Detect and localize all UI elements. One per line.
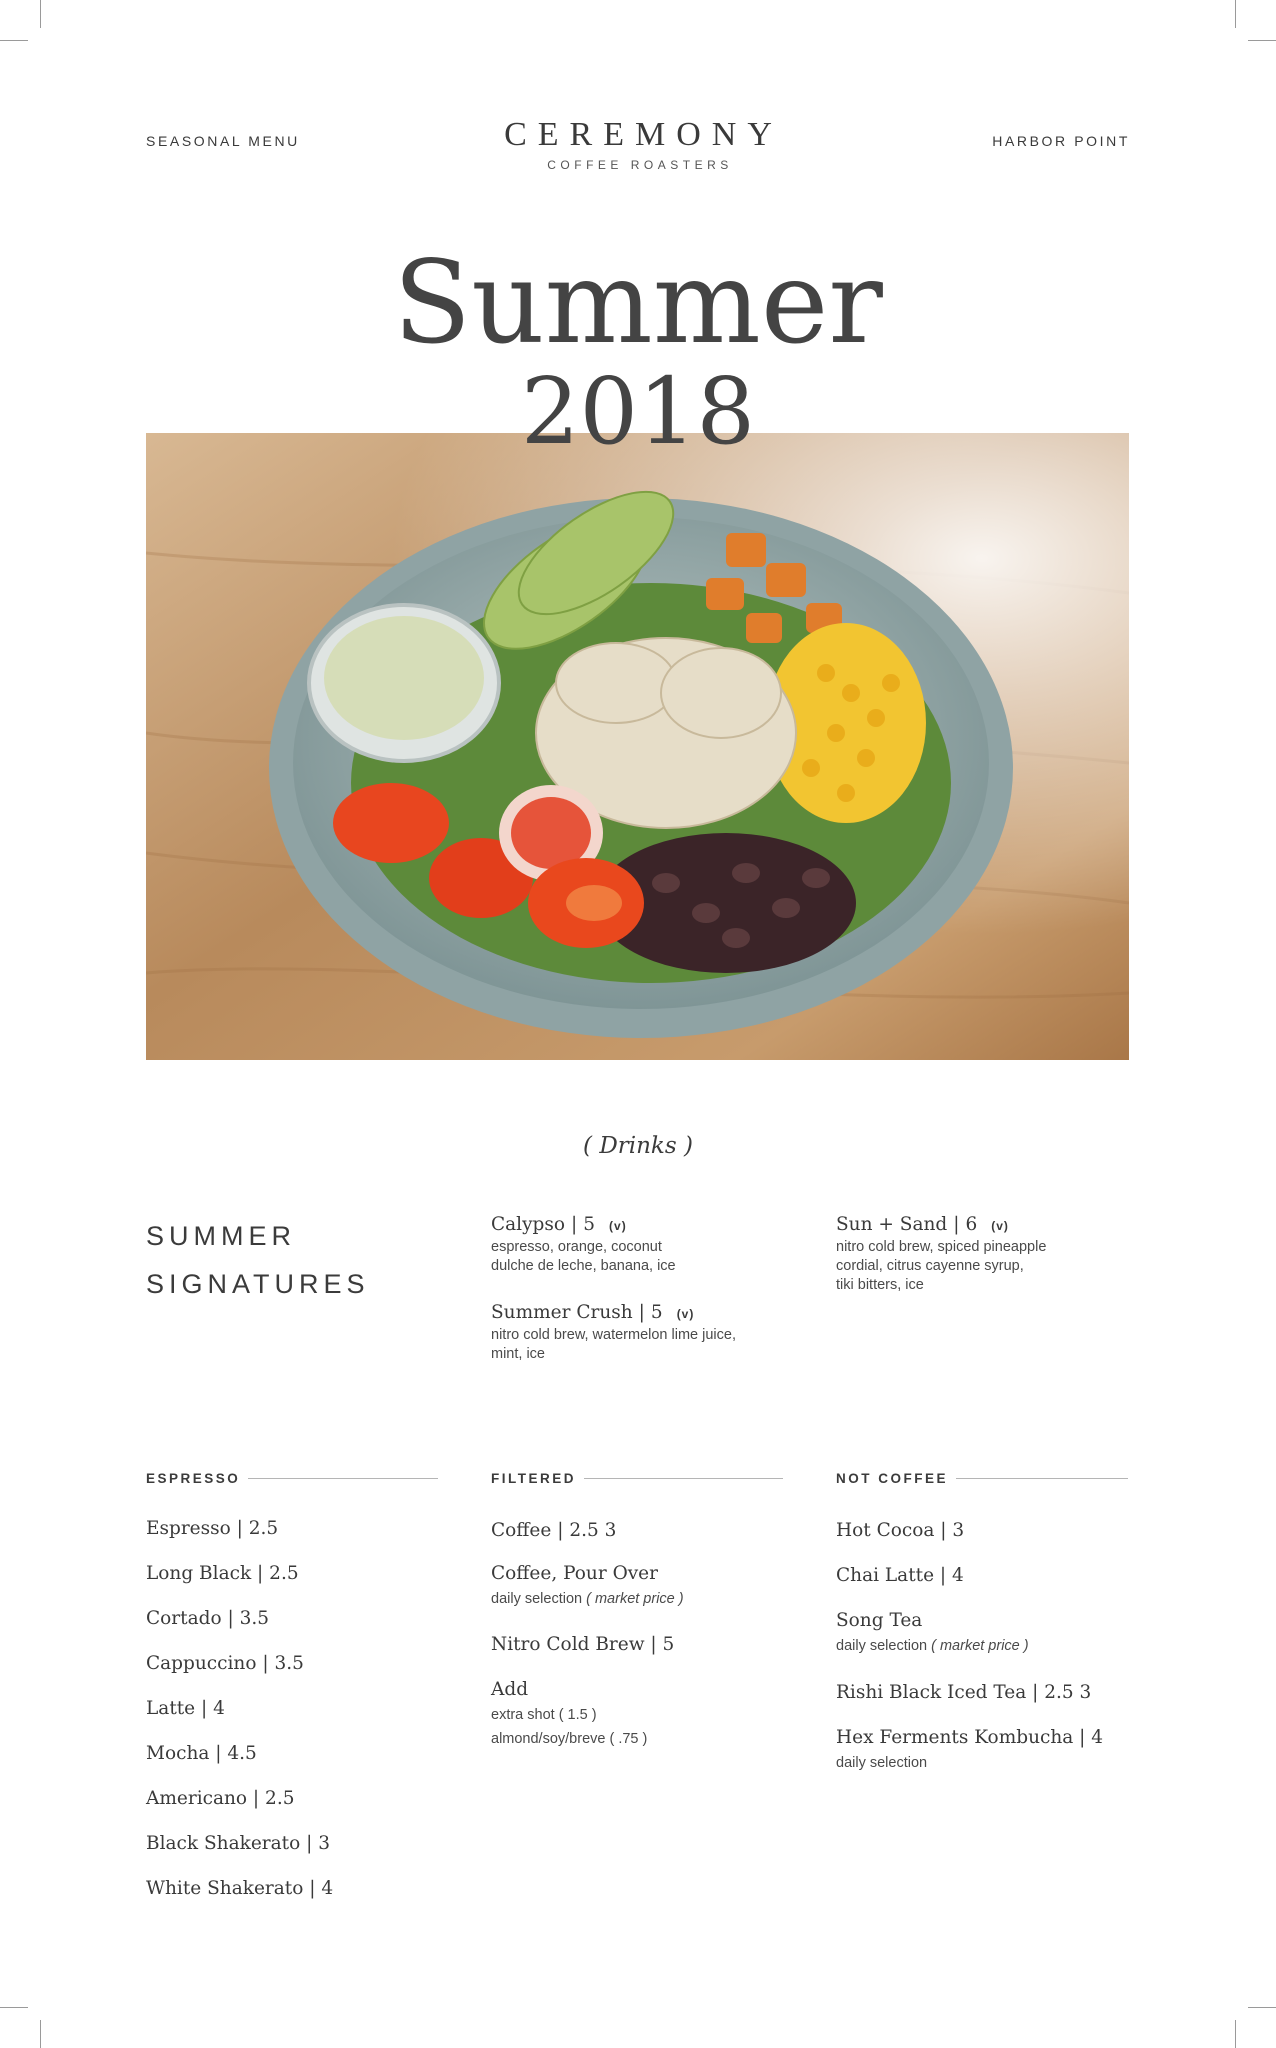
heading-line: SUMMER — [146, 1221, 296, 1251]
title-year: 2018 — [520, 358, 756, 465]
menu-item-sun-sand: Sun + Sand | 6 (v) nitro cold brew, spiced pineapple cordial, citrus cayenne syrup, tiki bitters, ice — [836, 1214, 1156, 1295]
summer-signatures-heading — [146, 1212, 370, 1308]
item-name: Calypso — [491, 1214, 566, 1235]
list-item: White Shakerato | 4 — [146, 1878, 334, 1899]
not-coffee-list — [836, 1520, 1136, 1773]
item-description: espresso, orange, coconut dulche de leche, banana, ice — [491, 1239, 676, 1274]
list-item: Add extra shot ( 1.5 ) almond/soy/breve ( .75 ) — [491, 1679, 648, 1747]
item-description: nitro cold brew, watermelon lime juice, mint, ice — [491, 1327, 736, 1362]
list-item: Rishi Black Iced Tea | 2.5 3 — [836, 1682, 1092, 1703]
item-price: 5 — [650, 1302, 663, 1323]
crop-mark — [1248, 2007, 1276, 2008]
list-item: Espresso | 2.5 — [146, 1518, 279, 1539]
vegan-tag: (v) — [676, 1307, 695, 1321]
crop-mark — [1235, 0, 1236, 28]
list-item: Hex Ferments Kombucha | 4 daily selection — [836, 1727, 1104, 1771]
item-price: 6 — [965, 1214, 978, 1235]
list-item: Long Black | 2.5 — [146, 1563, 299, 1584]
item-name: Sun + Sand — [836, 1214, 948, 1235]
item-name: Summer Crush — [491, 1302, 633, 1323]
heading-line: SIGNATURES — [146, 1269, 370, 1299]
list-item: Chai Latte | 4 — [836, 1565, 964, 1586]
list-item: Nitro Cold Brew | 5 — [491, 1634, 675, 1655]
espresso-list — [146, 1518, 446, 1923]
title-season: Summer — [393, 236, 883, 369]
espresso-heading: ESPRESSO — [146, 1471, 438, 1486]
crop-mark — [40, 0, 41, 28]
page-title — [0, 236, 1276, 465]
not-coffee-heading: NOT COFFEE — [836, 1471, 1128, 1486]
list-item: Cappuccino | 3.5 — [146, 1653, 304, 1674]
seasonal-menu-label: SEASONAL MENU — [146, 133, 300, 149]
filtered-list — [491, 1520, 791, 1749]
section-label-drinks: ( Drinks ) — [583, 1133, 693, 1159]
divider — [956, 1478, 1128, 1479]
location-label: HARBOR POINT — [992, 133, 1130, 149]
vegan-tag: (v) — [991, 1219, 1009, 1233]
divider — [584, 1478, 783, 1479]
list-item: Americano | 2.5 — [146, 1788, 295, 1809]
brand-name: CEREMONY — [504, 116, 783, 153]
filtered-heading: FILTERED — [491, 1471, 783, 1486]
brand-subtitle: COFFEE ROASTERS — [547, 158, 733, 172]
list-item: Mocha | 4.5 — [146, 1743, 257, 1764]
crop-mark — [1248, 40, 1276, 41]
list-item: Cortado | 3.5 — [146, 1608, 269, 1629]
crop-mark — [1235, 2020, 1236, 2048]
list-item: Latte | 4 — [146, 1698, 225, 1719]
list-item: Black Shakerato | 3 — [146, 1833, 330, 1854]
menu-item-summer-crush: Summer Crush | 5 (v) nitro cold brew, watermelon lime juice, mint, ice — [491, 1302, 811, 1364]
vegan-tag: (v) — [609, 1219, 627, 1233]
divider — [248, 1478, 438, 1479]
crop-mark — [0, 2007, 28, 2008]
list-item: Song Tea daily selection ( market price ) — [836, 1610, 1029, 1654]
crop-mark — [40, 2020, 41, 2048]
menu-item-calypso: Calypso | 5 (v) espresso, orange, coconut dulche de leche, banana, ice — [491, 1214, 811, 1276]
item-price: 5 — [583, 1214, 596, 1235]
item-description: nitro cold brew, spiced pineapple cordial, citrus cayenne syrup, tiki bitters, ice — [836, 1239, 1047, 1293]
list-item: Hot Cocoa | 3 — [836, 1520, 965, 1541]
crop-mark — [0, 40, 28, 41]
salad-bowl-photo — [146, 433, 1129, 1060]
list-item: Coffee, Pour Over daily selection ( market price ) — [491, 1563, 684, 1607]
list-item: Coffee | 2.5 3 — [491, 1520, 617, 1541]
